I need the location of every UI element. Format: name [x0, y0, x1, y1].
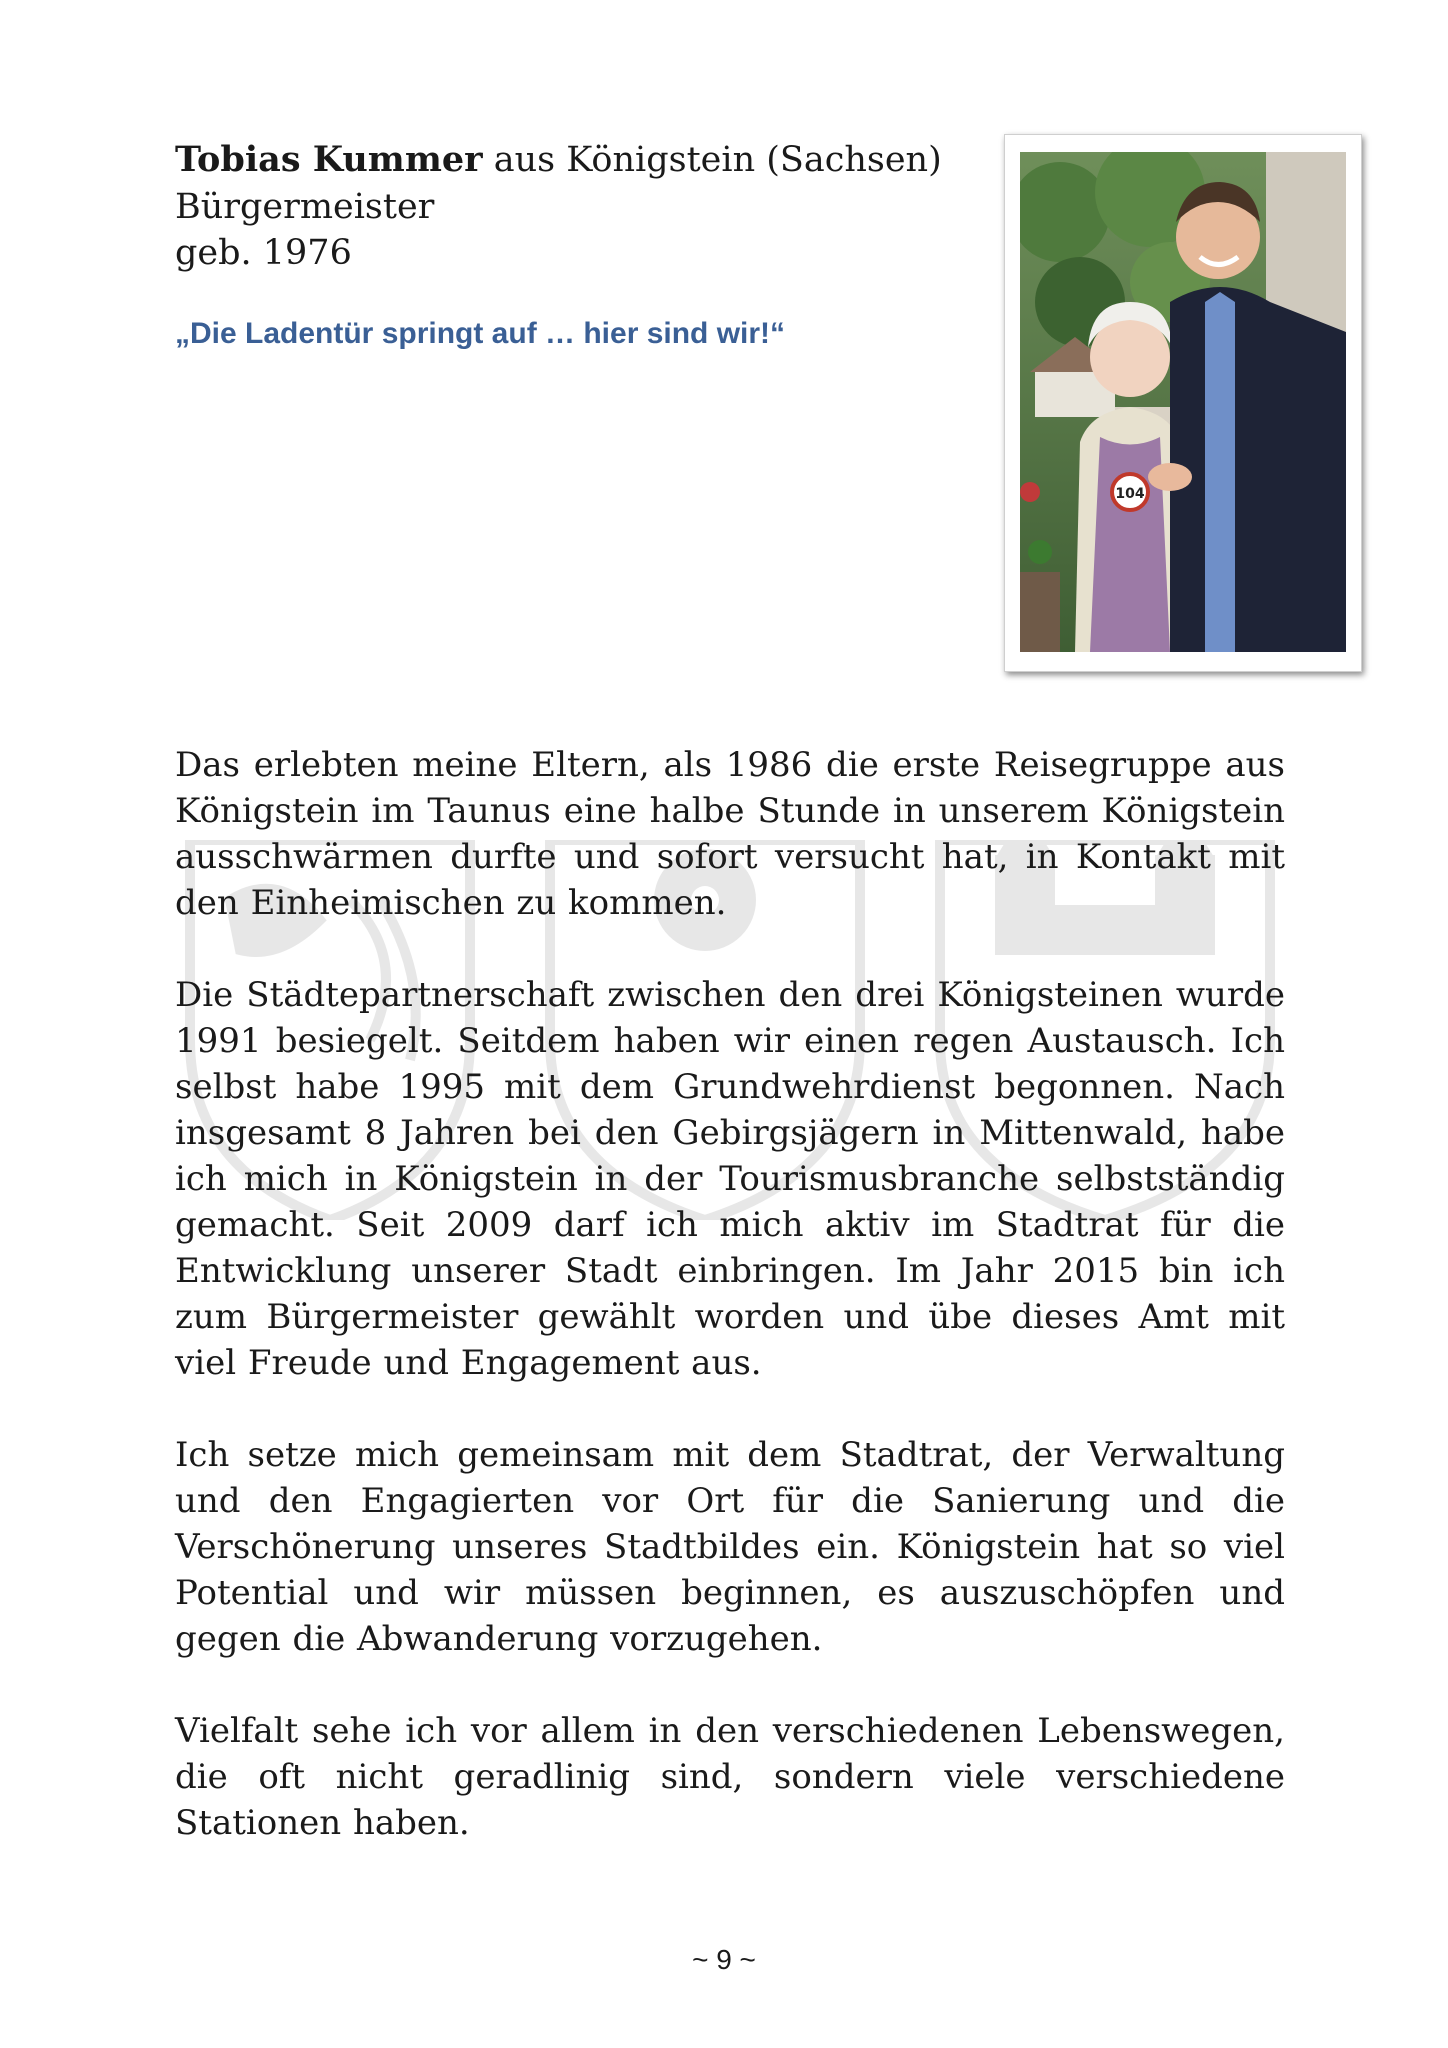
page-number: ~ 9 ~: [692, 1944, 756, 1975]
paragraph-2: Die Städtepartnerschaft zwischen den drei Königsteinen wurde 1991 besiegelt. Seitdem haben wir einen regen Austausch. Ich selbst habe 1995 mit dem Grundwehrdienst begonnen. Nach insgesamt 8 Jahren bei den Gebirgsjägern in Mittenwald, habe ich mich in Königstein in der Tourismusbranche selbstständig gemacht. Seit 2009 darf ich mich aktiv im Stadtrat für die Entwicklung unserer Stadt einbringen. Im Jahr 2015 bin ich zum Bürgermeister gewählt worden und übe dieses Amt mit viel Freude und Engagement aus.: [175, 975, 1285, 1383]
paragraph-3: Ich setze mich gemeinsam mit dem Stadtrat, der Verwaltung und den Engagierten vor Ort für die Sanierung und die Verschönerung unseres Stadtbildes ein. Königstein hat so viel Potential und wir müssen beginnen, es auszuschöpfen und gegen die Abwanderung vorzugehen.: [175, 1435, 1285, 1659]
paragraph-1: Das erlebten meine Eltern, als 1986 die erste Reisegruppe aus Königstein im Taunus eine halbe Stunde in unserem Königstein ausschwärmen durfte und sofort versucht hat, in Kontakt mit den Einheimischen zu kommen.: [175, 745, 1285, 923]
person-title: Bürgermeister: [175, 187, 435, 227]
portrait-photo: [1020, 152, 1346, 652]
portrait-photo-frame: [1004, 134, 1362, 672]
paragraph-4: Vielfalt sehe ich vor allem in den verschiedenen Lebenswegen, die oft nicht geradlinig sind, sondern viele verschiedene Stationen haben.: [175, 1711, 1285, 1843]
headline-quote: „Die Ladentür springt auf … hier sind wir!“: [175, 317, 786, 350]
person-name: Tobias Kummer: [175, 139, 483, 180]
name-line: [175, 136, 955, 184]
person-origin: aus Königstein (Sachsen): [482, 140, 942, 180]
badge-number: 104: [1115, 486, 1145, 502]
article-body: [175, 742, 1285, 1892]
person-header: [175, 136, 955, 354]
person-birth-year: geb. 1976: [175, 233, 352, 273]
